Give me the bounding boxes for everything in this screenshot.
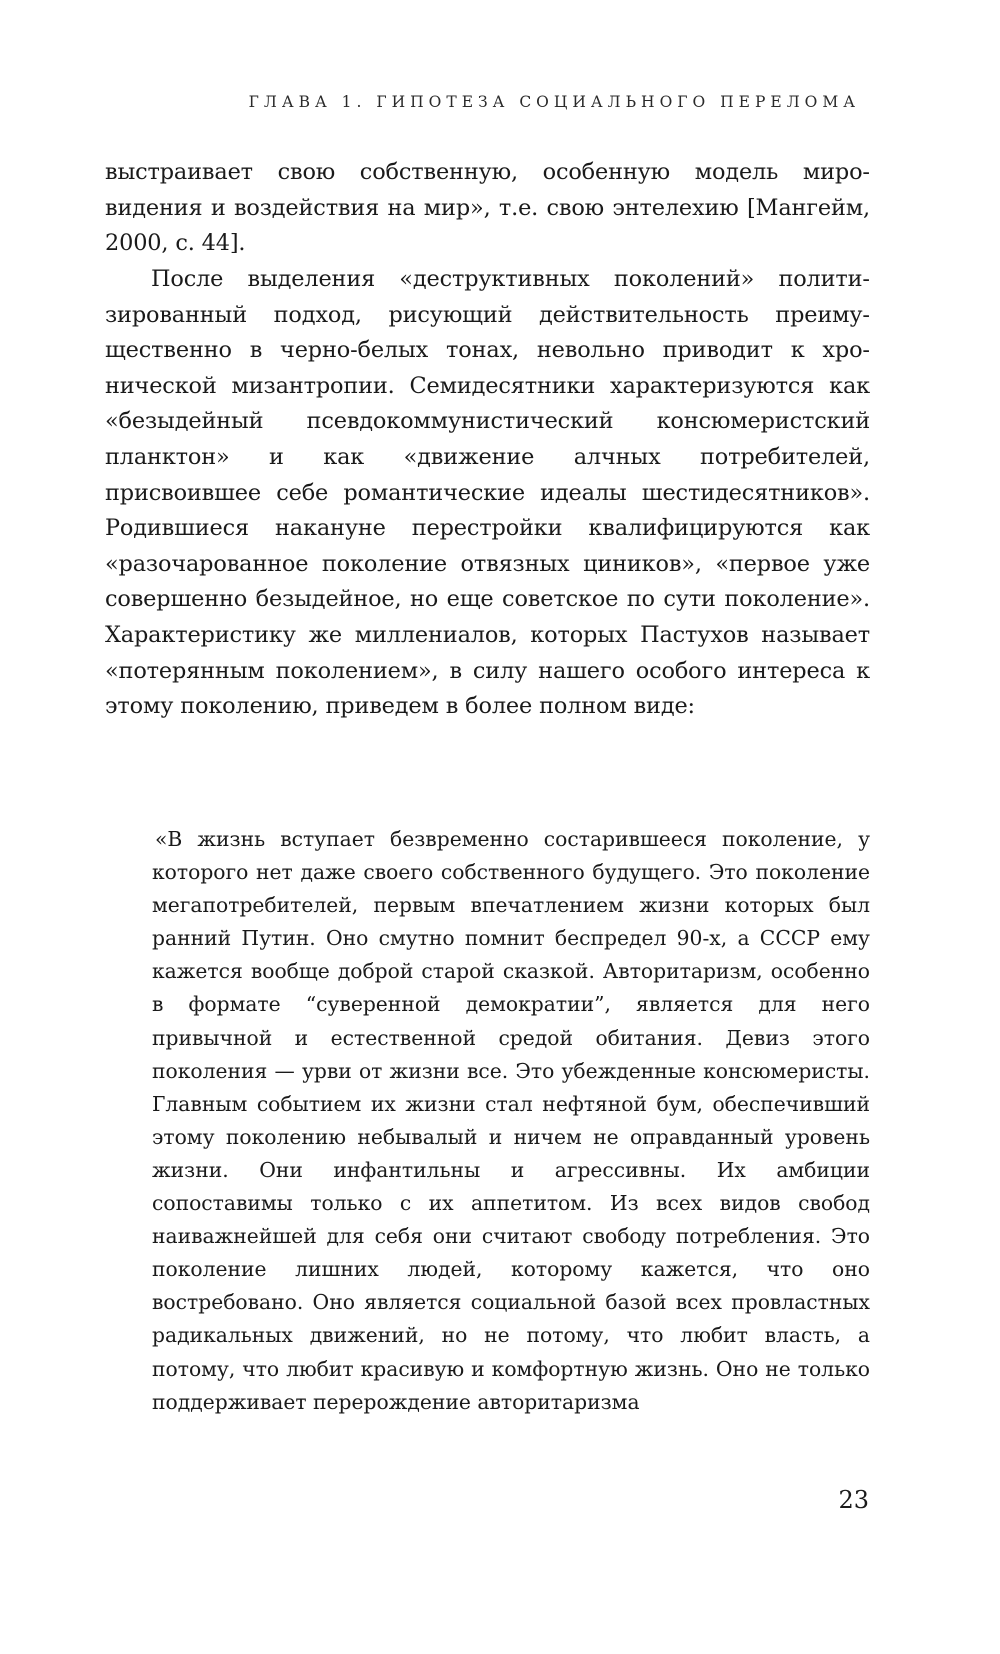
- page-number: 23: [838, 1486, 869, 1514]
- paragraph-generations: После выделения «деструктивных поколений» политизированный подход, рисующий действительность преимущественно в черно-белых тонах, невольно приводит к хронической мизантропии. Семидесятники характеризуются как «безыдейный псевдокоммунистический консюмеристский планктон» и как «движение алчных потребителей, присвоившее себе романтические идеалы шестидесятников». Родившиеся накануне перестройки квалифицируются как «разочарованное поколение отвязных циников», «первое уже совершенно безыдейное, но еще советское по сути поколение». Характеристику же миллениалов, которых Пастухов называет «потерянным поколением», в силу нашего особого интереса к этому поколению, приведем в более полном виде:: [105, 266, 870, 720]
- block-quote: «В жизнь вступает безвременно состарившееся поколение, у которого нет даже своего собственного будущего. Это поколение мегапотребителей, первым впечатлением жизни которых был ранний Путин. Оно смутно помнит беспредел 90-х, а СССР ему кажется вообще доброй старой сказкой. Авторитаризм, особенно в формате “суверенной демократии”, является для него привычной и естественной средой обитания. Девиз этого поколения — урви от жизни все. Это убежденные консюмеристы. Главным событием их жизни стал нефтяной бум, обеспечивший этому поколению небывалый и ничем не оправданный уровень жизни. Они инфантильны и агрессивны. Их амбиции сопоставимы только с их аппетитом. Из всех видов свобод наиважнейшей для себя они считают свободу потребления. Это поколение лишних людей, которому кажется, что оно востребовано. Оно является социальной базой всех провластных радикальных движений, но не потому, что любит власть, а потому, что любит красивую и комфортную жизнь. Оно не только поддерживает перерождение авторитаризма: [152, 827, 870, 1414]
- running-head: ГЛАВА 1. ГИПОТЕЗА СОЦИАЛЬНОГО ПЕРЕЛОМА: [248, 93, 860, 111]
- paragraph-continuation: выстраивает свою собственную, особенную модель мировидения и воздействия на мир», т.е. свою энтелехию [Мангейм, 2000, с. 44].: [105, 159, 870, 257]
